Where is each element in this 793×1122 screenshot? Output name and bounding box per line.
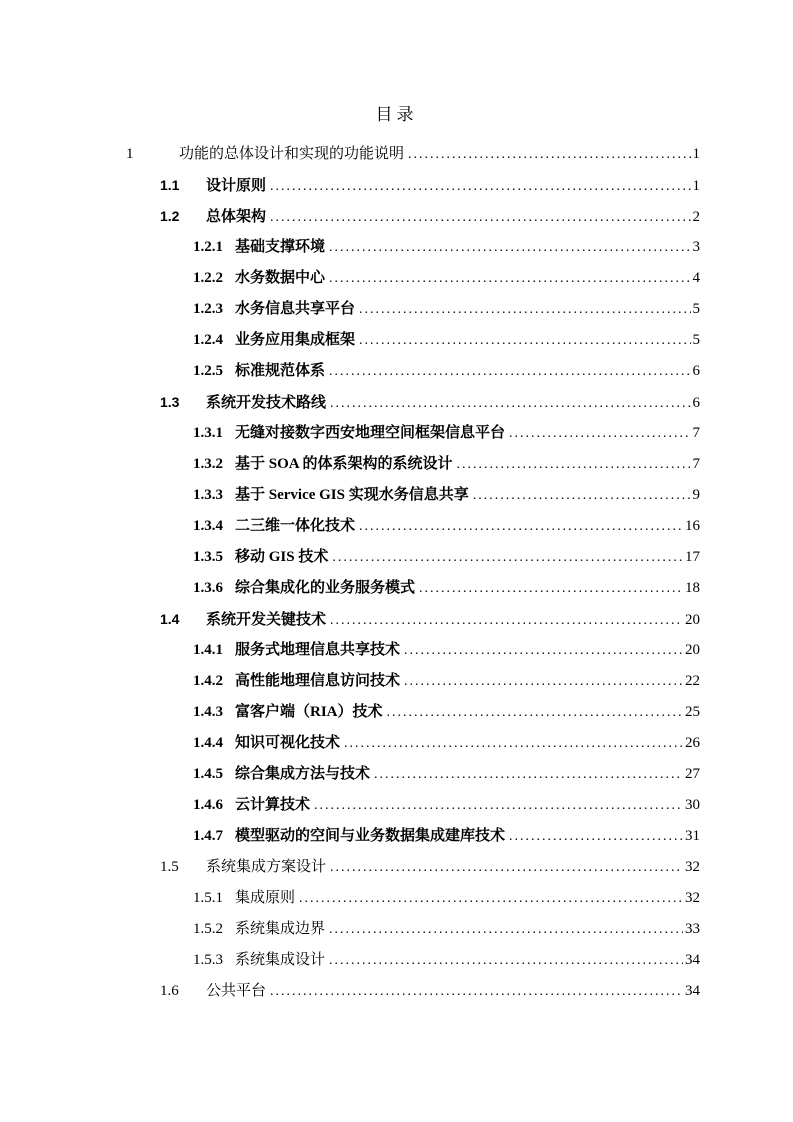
dot-leader: [457, 449, 691, 480]
toc-entry-page: 3: [692, 239, 700, 255]
toc-entry-label: 二三维一体化技术: [235, 518, 356, 534]
toc-entry-number: 1.4.5: [193, 766, 223, 782]
toc-entry-page: 25: [685, 704, 700, 720]
dot-leader: [329, 945, 683, 976]
toc-entry[interactable]: [126, 480, 700, 511]
toc-entry-number: 1.3.5: [193, 549, 223, 565]
toc-entry-page: 18: [685, 580, 700, 596]
toc-entry[interactable]: [126, 666, 700, 697]
dot-leader: [374, 759, 683, 790]
toc-entry-page: 5: [692, 332, 700, 348]
toc-entry-number: 1.1: [160, 177, 180, 193]
toc-entry-label: 集成原则: [235, 890, 296, 906]
toc-entry-page: 4: [692, 270, 700, 286]
dot-leader: [404, 666, 683, 697]
toc-entry[interactable]: [126, 759, 700, 790]
toc-entry-number: 1.4: [160, 611, 180, 627]
toc-entry-page: 34: [685, 952, 700, 968]
toc-entry-page: 32: [685, 890, 700, 906]
toc-entry-page: 16: [685, 518, 700, 534]
toc-entry-page: 5: [692, 301, 700, 317]
toc-entry-page: 1: [692, 146, 700, 162]
toc-entry-page: 6: [692, 363, 700, 379]
toc-entry-label: 基于 SOA 的体系架构的系统设计: [235, 456, 453, 472]
toc-entry[interactable]: [126, 573, 700, 604]
toc-entry-label: 业务应用集成框架: [235, 332, 356, 348]
toc-entry-label: 标准规范体系: [235, 363, 326, 379]
toc-entry-label: 水务信息共享平台: [235, 301, 356, 317]
toc-entry-page: 32: [685, 859, 700, 875]
toc-entry-number: 1.4.6: [193, 797, 223, 813]
toc-entry-number: 1.5.2: [193, 921, 223, 937]
toc-entry-label: 功能的总体设计和实现的功能说明: [179, 146, 405, 162]
toc-entry[interactable]: [126, 790, 700, 821]
toc-entry-number: 1.4.7: [193, 828, 223, 844]
toc-entry-number: 1.2.4: [193, 332, 223, 348]
dot-leader: [404, 635, 683, 666]
toc-entry-label: 无缝对接数字西安地理空间框架信息平台: [235, 425, 506, 441]
toc-entry-number: 1.5: [160, 859, 179, 875]
toc-entry-page: 1: [692, 178, 700, 194]
toc-entry-label: 系统集成方案设计: [206, 859, 327, 875]
toc-entry-number: 1.5.3: [193, 952, 223, 968]
dot-leader: [270, 976, 683, 1007]
toc-entry-label: 总体架构: [206, 209, 267, 225]
toc-entry[interactable]: [126, 635, 700, 666]
toc-entry-page: 33: [685, 921, 700, 937]
toc-entry[interactable]: [126, 542, 700, 573]
toc-entry[interactable]: [126, 511, 700, 542]
toc-entry-number: 1: [126, 146, 134, 162]
toc-entry[interactable]: [126, 852, 700, 883]
dot-leader: [473, 480, 691, 511]
toc-entry-label: 公共平台: [206, 983, 267, 999]
dot-leader: [344, 728, 683, 759]
toc-entry-page: 30: [685, 797, 700, 813]
dot-leader: [329, 232, 690, 263]
toc-entry-label: 富客户端（RIA）技术: [235, 704, 383, 720]
toc-entry-page: 6: [692, 395, 700, 411]
toc-entry-number: 1.2.2: [193, 270, 223, 286]
toc-entry[interactable]: [126, 418, 700, 449]
toc-entry[interactable]: [126, 325, 700, 356]
toc-list: [126, 139, 700, 1007]
toc-entry[interactable]: [126, 294, 700, 325]
toc-entry-number: 1.2.5: [193, 363, 223, 379]
dot-leader: [330, 605, 683, 636]
toc-entry[interactable]: [126, 697, 700, 728]
toc-entry-page: 22: [685, 673, 700, 689]
toc-entry[interactable]: [126, 170, 700, 201]
toc-entry[interactable]: [126, 139, 700, 170]
dot-leader: [419, 573, 683, 604]
toc-entry[interactable]: [126, 976, 700, 1007]
toc-entry-number: 1.4.3: [193, 704, 223, 720]
toc-entry[interactable]: [126, 604, 700, 635]
toc-entry-number: 1.6: [160, 983, 179, 999]
dot-leader: [270, 202, 690, 233]
dot-leader: [299, 883, 683, 914]
dot-leader: [330, 388, 690, 419]
dot-leader: [314, 790, 683, 821]
dot-leader: [509, 821, 683, 852]
dot-leader: [329, 914, 683, 945]
dot-leader: [270, 171, 690, 202]
dot-leader: [509, 418, 690, 449]
toc-entry-label: 基于 Service GIS 实现水务信息共享: [235, 487, 469, 503]
toc-entry-page: 34: [685, 983, 700, 999]
toc-entry-label: 移动 GIS 技术: [235, 549, 329, 565]
toc-entry-page: 7: [692, 456, 700, 472]
toc-entry-number: 1.4.1: [193, 642, 223, 658]
toc-entry[interactable]: [126, 449, 700, 480]
toc-entry-page: 31: [685, 828, 700, 844]
toc-entry-number: 1.3: [160, 394, 180, 410]
toc-entry-number: 1.3.6: [193, 580, 223, 596]
toc-entry[interactable]: [126, 387, 700, 418]
toc-entry-label: 基础支撑环境: [235, 239, 326, 255]
toc-entry-number: 1.5.1: [193, 890, 223, 906]
toc-entry-label: 模型驱动的空间与业务数据集成建库技术: [235, 828, 506, 844]
toc-entry-label: 系统集成设计: [235, 952, 326, 968]
toc-entry-page: 9: [692, 487, 700, 503]
toc-entry[interactable]: [126, 728, 700, 759]
toc-entry-label: 高性能地理信息访问技术: [235, 673, 401, 689]
toc-entry[interactable]: [126, 914, 700, 945]
toc-entry-page: 7: [692, 425, 700, 441]
dot-leader: [359, 511, 683, 542]
toc-entry-label: 云计算技术: [235, 797, 311, 813]
toc-entry-number: 1.4.4: [193, 735, 223, 751]
toc-entry-label: 综合集成方法与技术: [235, 766, 371, 782]
toc-entry-page: 2: [692, 209, 700, 225]
toc-entry-label: 设计原则: [206, 178, 267, 194]
toc-entry-label: 系统集成边界: [235, 921, 326, 937]
dot-leader: [387, 697, 683, 728]
toc-entry-number: 1.2.1: [193, 239, 223, 255]
toc-entry[interactable]: [126, 821, 700, 852]
toc-entry-number: 1.3.3: [193, 487, 223, 503]
toc-entry-page: 26: [685, 735, 700, 751]
toc-entry[interactable]: [126, 232, 700, 263]
toc-entry-page: 17: [685, 549, 700, 565]
dot-leader: [330, 852, 683, 883]
toc-entry[interactable]: [126, 945, 700, 976]
dot-leader: [329, 356, 690, 387]
toc-entry-number: 1.4.2: [193, 673, 223, 689]
toc-entry-label: 知识可视化技术: [235, 735, 341, 751]
toc-entry-label: 服务式地理信息共享技术: [235, 642, 401, 658]
dot-leader: [408, 139, 690, 170]
toc-entry-page: 27: [685, 766, 700, 782]
toc-entry-label: 系统开发关键技术: [206, 612, 327, 628]
toc-entry[interactable]: [126, 356, 700, 387]
toc-entry-number: 1.3.1: [193, 425, 223, 441]
toc-entry-label: 综合集成化的业务服务模式: [235, 580, 416, 596]
toc-entry[interactable]: [126, 883, 700, 914]
toc-entry-label: 系统开发技术路线: [206, 395, 327, 411]
dot-leader: [329, 263, 690, 294]
dot-leader: [332, 542, 683, 573]
toc-entry-number: 1.2: [160, 208, 180, 224]
toc-entry-page: 20: [685, 612, 700, 628]
toc-entry[interactable]: [126, 201, 700, 232]
toc-entry[interactable]: [126, 263, 700, 294]
toc-entry-label: 水务数据中心: [235, 270, 326, 286]
toc-entry-number: 1.3.4: [193, 518, 223, 534]
dot-leader: [359, 294, 690, 325]
toc-entry-number: 1.2.3: [193, 301, 223, 317]
dot-leader: [359, 325, 690, 356]
toc-entry-page: 20: [685, 642, 700, 658]
toc-title: 目录: [375, 105, 418, 124]
toc-entry-number: 1.3.2: [193, 456, 223, 472]
